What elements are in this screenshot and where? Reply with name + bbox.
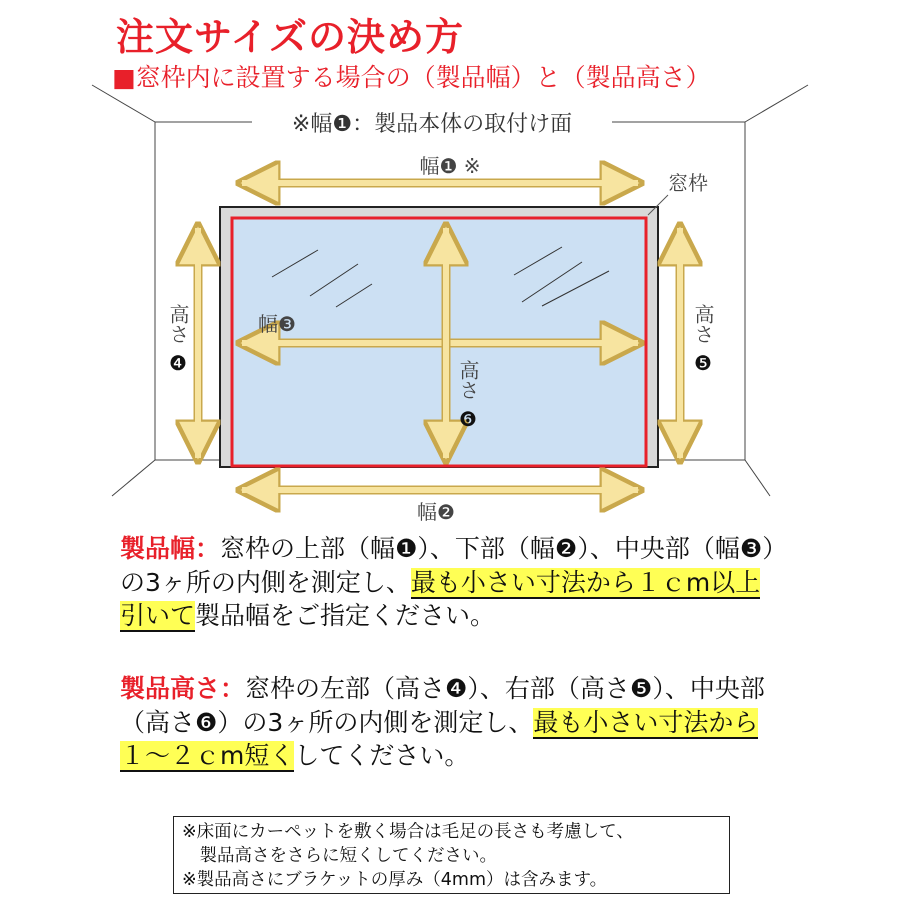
width-highlight: 最も小さい寸法から１ｃm以上引いて	[120, 567, 761, 630]
note-line-3: ※製品高さにブラケットの厚み（4mm）は含みます。	[182, 870, 608, 890]
notes-box	[173, 816, 730, 894]
width-text-1: 窓枠の上部（幅❶）、下部（幅❷）、中央部（幅❸）の3ヶ所の内側を測定し、	[120, 534, 775, 597]
width-text-2: 製品幅をご指定ください。	[195, 601, 496, 630]
height-label: 製品高さ：	[120, 674, 246, 703]
top-note: ※幅❶：製品本体の取付け面	[291, 112, 573, 137]
height-highlight: 最も小さい寸法から１～２ｃm短く	[120, 707, 759, 770]
height-text-1: 窓枠の左部（高さ❹）、右部（高さ❺）、中央部（高さ❻）の3ヶ所の内側を測定し、	[120, 674, 765, 737]
page-subtitle: ■窓枠内に設置する場合の（製品幅）と（製品高さ）	[112, 63, 711, 92]
height-instructions	[120, 672, 780, 773]
height5-label: 高さ	[691, 304, 715, 344]
width-instructions	[120, 532, 780, 633]
height6-label: 高さ	[456, 360, 480, 400]
width1-label: 幅❶ ※	[419, 154, 481, 178]
width2-label: 幅❷	[417, 500, 455, 524]
height6-number: ❻	[459, 407, 477, 431]
height-text-2: してください。	[294, 741, 470, 770]
note-line-1: ※床面にカーペットを敷く場合は毛足の長さも考慮して、	[182, 822, 634, 842]
width-label: 製品幅：	[120, 534, 221, 563]
height4-label: 高さ	[166, 304, 190, 344]
page-title: 注文サイズの決め方	[116, 15, 464, 59]
note-line-2: 製品高さをさらに短くしてください。	[182, 846, 497, 866]
width3-label: 幅❸	[258, 312, 296, 336]
height5-number: ❺	[694, 351, 712, 375]
frame-label: 窓枠	[668, 171, 708, 195]
height4-number: ❹	[169, 351, 187, 375]
